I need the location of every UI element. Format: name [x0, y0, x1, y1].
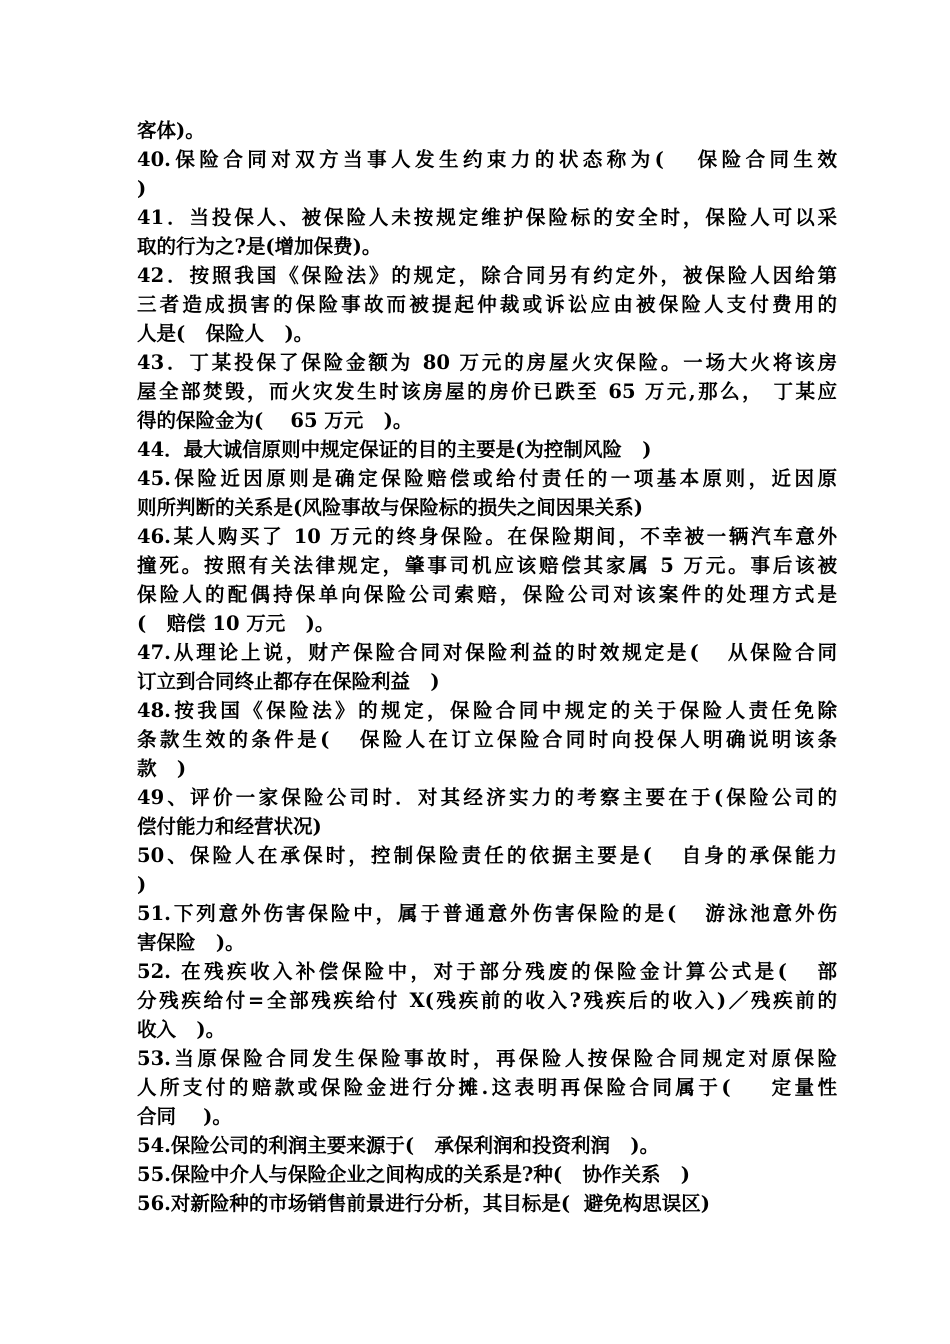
text-line: ) [137, 873, 147, 896]
text-line: 40.保险合同对双方当事人发生约束力的状态称为( 保险合同生效 [137, 148, 837, 171]
text-line: 56.对新险种的市场销售前景进行分析，其目标是( 避免构思误区) [137, 1192, 710, 1215]
text-line: 50、保险人在承保时，控制保险责任的依据主要是( 自身的承保能力 [137, 844, 837, 867]
text-line: 分残疾给付=全部残疾给付 X(残疾前的收入?残疾后的收入)／残疾前的 [137, 989, 837, 1012]
text-line: 合同 )。 [137, 1105, 232, 1128]
text-line: 43．丁某投保了保险金额为 80 万元的房屋火灾保险。一场大火将该房 [137, 351, 837, 374]
text-line: 55.保险中介人与保险企业之间构成的关系是?种( 协作关系 ) [137, 1163, 691, 1186]
text-line: 49、评价一家保险公司时．对其经济实力的考察主要在于(保险公司的 [137, 786, 837, 809]
text-line: 42．按照我国《保险法》的规定，除合同另有约定外，被保险人因给第 [137, 264, 837, 287]
text-line: 41．当投保人、被保险人未按规定维护保险标的安全时，保险人可以采 [137, 206, 837, 229]
text-line: 屋全部焚毁，而火灾发生时该房屋的房价已跌至 65 万元,那么， 丁某应 [137, 380, 837, 403]
text-line: 取的行为之?是(增加保费)。 [137, 235, 382, 258]
text-line: 53.当原保险合同发生保险事故时，再保险人按保险合同规定对原保险 [137, 1047, 837, 1070]
document-page [137, 116, 837, 1218]
text-line: 撞死。按照有关法律规定，肇事司机应该赔偿其家属 5 万元。事后该被 [137, 554, 837, 577]
text-line: 44．最大诚信原则中规定保证的目的主要是(为控制风险 ) [137, 438, 652, 461]
text-line: 46.某人购买了 10 万元的终身保险。在保险期间，不幸被一辆汽车意外 [137, 525, 837, 548]
text-line: 得的保险金为( 65 万元 )。 [137, 409, 413, 432]
text-line: 45.保险近因原则是确定保险赔偿或给付责任的一项基本原则，近因原 [137, 467, 837, 490]
text-line: 48.按我国《保险法》的规定，保险合同中规定的关于保险人责任免除 [137, 699, 837, 722]
text-line: 则所判断的关系是(风险事故与保险标的损失之间因果关系) [137, 496, 643, 519]
text-line: 偿付能力和经营状况) [137, 815, 322, 838]
text-line: 款 ) [137, 757, 187, 780]
text-line: 人所支付的赔款或保险金进行分摊.这表明再保险合同属于( 定量性 [137, 1076, 837, 1099]
text-line: ( 赔偿 10 万元 )。 [137, 612, 335, 635]
text-line: 订立到合同终止都存在保险利益 ) [137, 670, 440, 693]
text-line: 51.下列意外伤害保险中，属于普通意外伤害保险的是( 游泳池意外伤 [137, 902, 837, 925]
text-line: 收入 )。 [137, 1018, 226, 1041]
text-line: 52. 在残疾收入补偿保险中，对于部分残废的保险金计算公式是( 部 [137, 960, 837, 983]
text-line: 人是( 保险人 )。 [137, 322, 314, 345]
text-line: 47.从理论上说，财产保险合同对保险利益的时效规定是( 从保险合同 [137, 641, 837, 664]
text-line: 客体)。 [137, 119, 205, 142]
text-line: ) [137, 177, 147, 200]
text-line: 害保险 )。 [137, 931, 245, 954]
text-line: 三者造成损害的保险事故而被提起仲裁或诉讼应由被保险人支付费用的 [137, 293, 837, 316]
text-line: 54.保险公司的利润主要来源于( 承保利润和投资利润 )。 [137, 1134, 660, 1157]
text-line: 条款生效的条件是( 保险人在订立保险合同时向投保人明确说明该条 [137, 728, 837, 751]
text-line: 保险人的配偶持保单向保险公司索赔，保险公司对该案件的处理方式是 [137, 583, 837, 606]
